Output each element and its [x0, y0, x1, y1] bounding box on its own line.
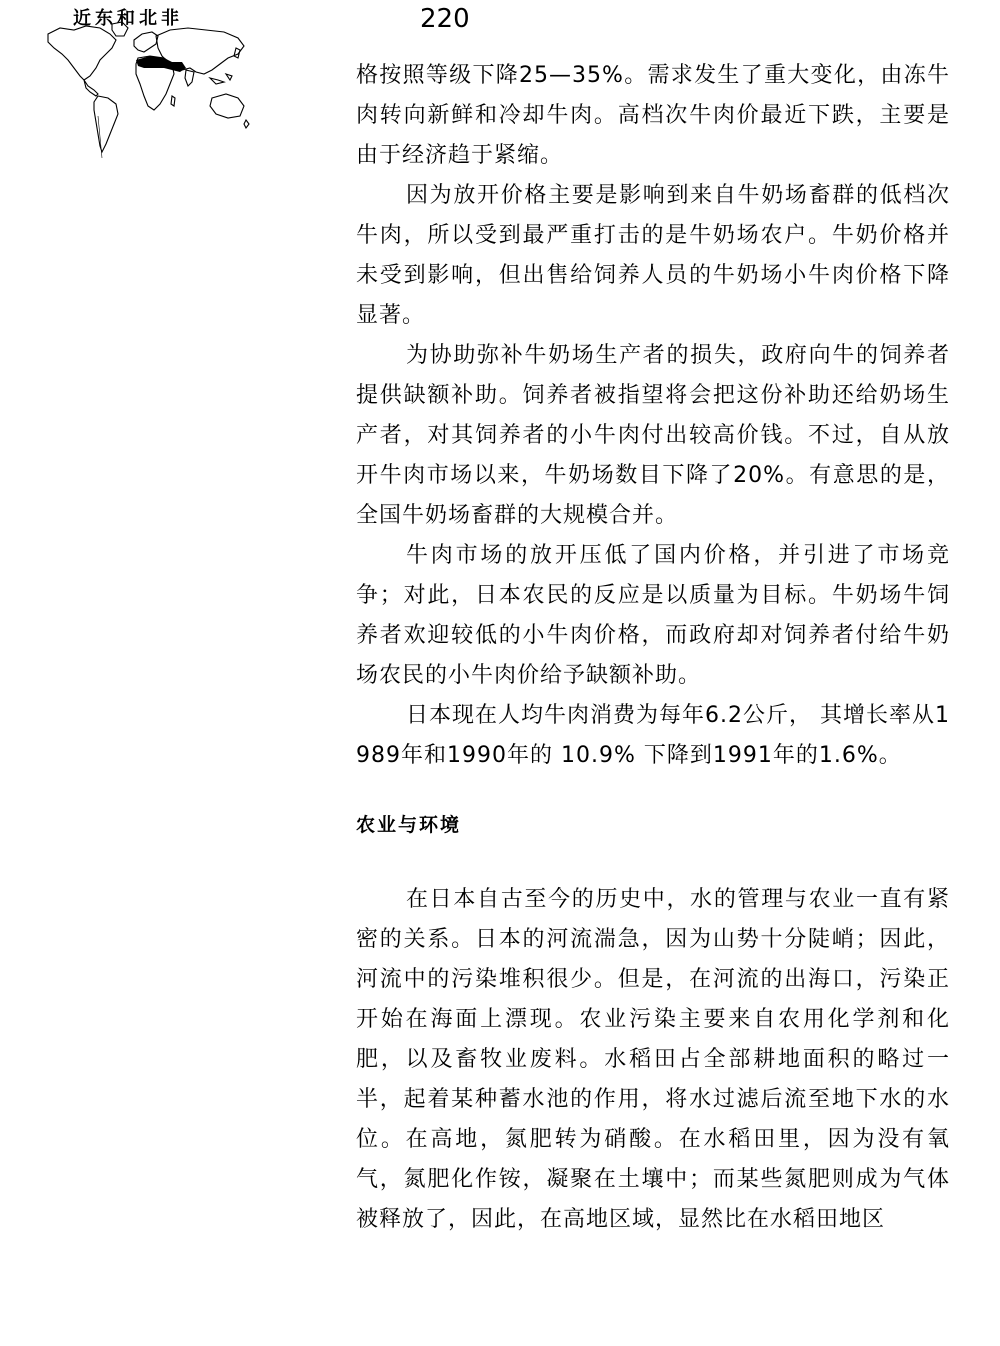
paragraph: 因为放开价格主要是影响到来自牛奶场畜群的低档次牛肉，所以受到最严重打击的是牛奶场农户。牛奶价格并未受到影响，但出售给饲养人员的牛奶场小牛肉价格下降显著。: [356, 183, 950, 328]
paragraph: 牛肉市场的放开压低了国内价格，并引进了市场竞争；对此，日本农民的反应是以质量为目标。牛奶场牛饲养者欢迎较低的小牛肉价格，而政府却对饲养者付给牛奶场农民的小牛肉价给予缺额补助。: [356, 543, 950, 688]
paragraph: 日本现在人均牛肉消费为每年6.2公斤， 其增长率从1989年和1990年的 10.9% 下降到1991年的1.6%。: [356, 703, 950, 768]
paragraph: 为协助弥补牛奶场生产者的损失，政府向牛的饲养者提供缺额补助。饲养者被指望将会把这份补助还给奶场生产者，对其饲养者的小牛肉付出较高价钱。不过，自从放开牛肉市场以来，牛奶场数目下降了20%。有意思的是，全国牛奶场畜群的大规模合并。: [356, 343, 950, 528]
world-map-icon: [40, 18, 255, 160]
section-heading: 农业与环境: [356, 814, 462, 836]
document-body: [356, 56, 950, 1240]
page-number: 220: [420, 4, 470, 34]
paragraph: 在日本自古至今的历史中，水的管理与农业一直有紧密的关系。日本的河流湍急，因为山势十分陡峭；因此，河流中的污染堆积很少。但是，在河流的出海口，污染正开始在海面上漂现。农业污染主要来自农用化学剂和化肥，以及畜牧业废料。水稻田占全部耕地面积的略过一半，起着某种蓄水池的作用，将水过滤后流至地下水的水位。在高地，氮肥转为硝酸。在水稻田里，因为没有氧气，氮肥化作铵，凝聚在土壤中；而某些氮肥则成为气体被释放了，因此，在高地区域，显然比在水稻田地区: [356, 887, 950, 1232]
paragraph: 格按照等级下降25—35%。需求发生了重大变化，由冻牛肉转向新鲜和冷却牛肉。高档次牛肉价最近下跌，主要是由于经济趋于紧缩。: [356, 63, 950, 168]
region-label: 近东和北非: [73, 8, 183, 29]
